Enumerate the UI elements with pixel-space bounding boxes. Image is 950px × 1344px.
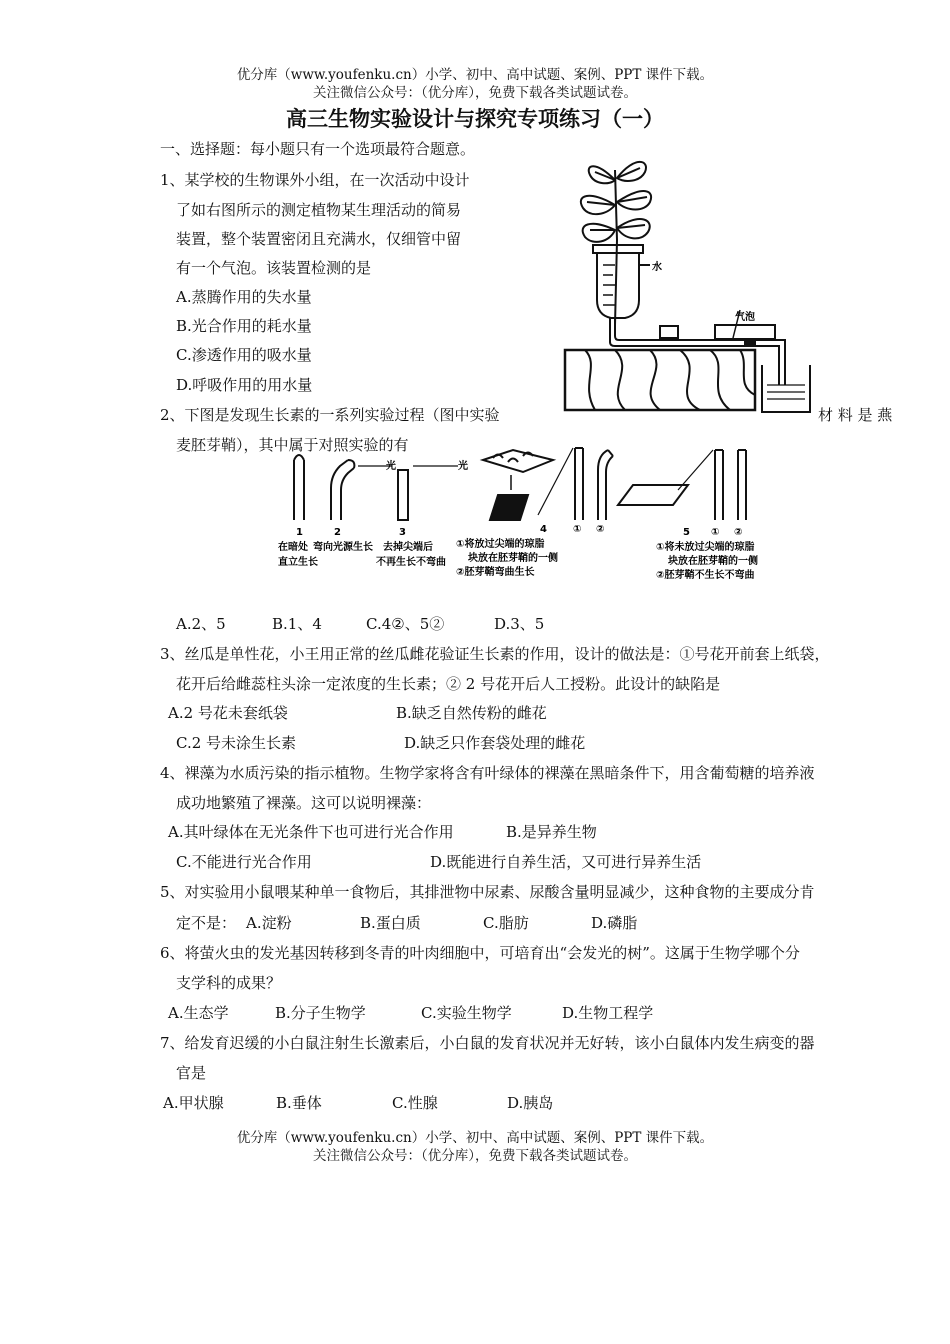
q2-fig-cap-1b: 直立生长 [278, 557, 318, 568]
q2-fig-light-1: 光 [386, 461, 396, 472]
q1-option-a: A.蒸腾作用的失水量 [176, 288, 312, 306]
q2-fig-cap-5b: 块放在胚芽鞘的一侧 [668, 556, 758, 567]
section-heading: 一、选择题：每小题只有一个选项最符合题意。 [160, 140, 476, 158]
footer-line-1: 优分库（www.youfenku.cn）小学、初中、高中试题、案例、PPT 课件下载。 [236, 1130, 714, 1146]
q7-option-b: B.垂体 [276, 1094, 322, 1112]
q2-fig-cap-4c: ②胚芽鞘弯曲生长 [456, 567, 535, 578]
q2-fig-cap-5a: ①将未放过尖端的琼脂 [656, 542, 755, 553]
q2-fig-4-c1: ① [573, 524, 582, 535]
q2-fig-num-4: 4 [540, 524, 547, 535]
header-line-2: 关注微信公众号：（优分库），免费下载各类试题试卷。 [313, 85, 637, 101]
q3-option-d: D.缺乏只作套袋处理的雌花 [404, 734, 586, 752]
q7-option-a: A.甲状腺 [163, 1094, 224, 1112]
q2-fig-cap-3b: 不再生长不弯曲 [376, 557, 446, 568]
q6-option-a: A.生态学 [168, 1004, 229, 1022]
q7-option-c: C.性腺 [392, 1094, 438, 1112]
q7-line-1: 7、给发育迟缓的小白鼠注射生长激素后，小白鼠的发育状况并无好转，该小白鼠体内发生病变的器 [160, 1034, 815, 1052]
header-line-1: 优分库（www.youfenku.cn）小学、初中、高中试题、案例、PPT 课件下载。 [236, 67, 714, 83]
q2-fig-cap-3: 去掉尖端后 [383, 542, 433, 553]
q5-option-d: D.磷脂 [591, 914, 638, 932]
q2-fig-cap-5c: ②胚芽鞘不生长不弯曲 [656, 570, 755, 581]
q6-option-b: B.分子生物学 [275, 1004, 366, 1022]
page-title: 高三生物实验设计与探究专项练习（一） [286, 106, 664, 131]
q2-fig-num-2: 2 [334, 527, 341, 538]
q7-line-2: 官是 [176, 1064, 207, 1082]
q7-option-d: D.胰岛 [507, 1094, 554, 1112]
q4-option-b: B.是异养生物 [506, 823, 597, 841]
q5-line-1: 5、对实验用小鼠喂某种单一食物后，其排泄物中尿素、尿酸含量明显减少，这种食物的主要成分肯 [160, 883, 815, 901]
footer-line-2: 关注微信公众号：（优分库），免费下载各类试题试卷。 [313, 1148, 637, 1164]
q6-line-2: 支学科的成果？ [176, 974, 282, 992]
q4-option-d: D.既能进行自养生活，又可进行异养生活 [430, 853, 702, 871]
q3-option-b: B.缺乏自然传粉的雌花 [396, 704, 547, 722]
q2-fig-cap-4a: ①将放过尖端的琼脂 [456, 539, 545, 550]
q2-fig-4-c2: ② [596, 524, 605, 535]
q1-line-1: 1、某学校的生物课外小组，在一次活动中设计 [160, 171, 470, 189]
q1-option-b: B.光合作用的耗水量 [176, 317, 312, 335]
q2-fig-light-2: 光 [458, 461, 468, 472]
q3-line-1: 3、丝瓜是单性花，小王用正常的丝瓜雌花验证生长素的作用，设计的做法是：①号花开前套上纸袋， [160, 645, 830, 663]
q1-apparatus-figure [555, 150, 815, 415]
q1-option-d: D.呼吸作用的用水量 [176, 376, 313, 394]
q5-option-b: B.蛋白质 [360, 914, 421, 932]
q2-fig-num-5: 5 [683, 527, 690, 538]
q2-fig-num-1: 1 [296, 527, 303, 538]
q1-option-c: C.渗透作用的吸水量 [176, 346, 312, 364]
q2-fig-5-c1: ① [711, 527, 720, 538]
q4-line-2: 成功地繁殖了裸藻。这可以说明裸藻： [176, 794, 432, 812]
q2-fig-num-3: 3 [399, 527, 406, 538]
q2-fig-cap-1: 在暗处 [278, 542, 308, 553]
q6-line-1: 6、将萤火虫的发光基因转移到冬青的叶肉细胞中，可培育出“会发光的树”。这属于生物学哪个分 [160, 944, 800, 962]
q5-line-2: 定不是： [176, 914, 237, 932]
q2-line-1-left: 2、下图是发现生长素的一系列实验过程（图中实验 [160, 406, 500, 424]
q2-option-b: B.1、4 [272, 615, 322, 633]
q4-line-1: 4、裸藻为水质污染的指示植物。生物学家将含有叶绿体的裸藻在黑暗条件下，用含葡萄糖的培养液 [160, 764, 815, 782]
q2-coleoptile-figure [268, 440, 788, 592]
q1-line-4: 有一个气泡。该装置检测的是 [176, 259, 372, 277]
q4-option-c: C.不能进行光合作用 [176, 853, 312, 871]
q2-line-1-right: 材 料 是 燕 [818, 406, 893, 424]
q2-fig-cap-2: 弯向光源生长 [313, 542, 373, 553]
q3-option-c: C.2 号未涂生长素 [176, 734, 297, 752]
q5-option-c: C.脂肪 [483, 914, 529, 932]
q2-option-a: A.2、5 [176, 615, 226, 633]
q6-option-d: D.生物工程学 [562, 1004, 654, 1022]
q2-fig-cap-4b: 块放在胚芽鞘的一侧 [468, 553, 558, 564]
q3-line-2: 花开后给雌蕊柱头涂一定浓度的生长素；② 2 号花开后人工授粉。此设计的缺陷是 [176, 675, 721, 693]
q3-option-a: A.2 号花未套纸袋 [168, 704, 288, 722]
q2-option-c: C.4②、5② [366, 615, 445, 633]
q6-option-c: C.实验生物学 [421, 1004, 512, 1022]
q5-option-a: A.淀粉 [246, 914, 292, 932]
q1-figure-label-bubble: 气泡 [735, 312, 755, 323]
q2-option-d: D.3、5 [494, 615, 545, 633]
q1-figure-label-water: 水 [652, 262, 662, 273]
q2-line-2: 麦胚芽鞘），其中属于对照实验的有 [176, 436, 409, 454]
q4-option-a: A.其叶绿体在无光条件下也可进行光合作用 [168, 823, 454, 841]
q1-line-2: 了如右图所示的测定植物某生理活动的简易 [176, 201, 462, 219]
q2-fig-5-c2: ② [734, 527, 743, 538]
q1-line-3: 装置，整个装置密闭且充满水，仅细管中留 [176, 230, 462, 248]
